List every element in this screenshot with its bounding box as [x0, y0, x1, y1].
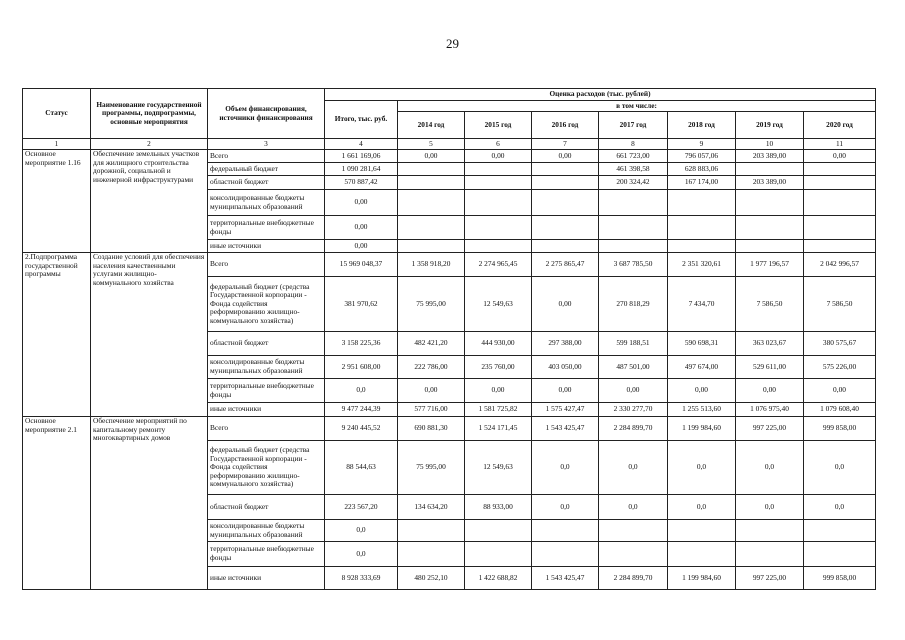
header-year: 2017 год [599, 112, 668, 139]
funding-source: территориальные внебюджетные фонды [208, 216, 325, 240]
funding-source: иные источники [208, 567, 325, 590]
year-value: 7 586,50 [736, 277, 804, 332]
year-value: 1 543 425,47 [532, 417, 599, 441]
year-value: 997 225,00 [736, 417, 804, 441]
year-value: 0,00 [804, 379, 876, 403]
year-value [398, 163, 465, 176]
year-value [465, 163, 532, 176]
funding-source: иные источники [208, 240, 325, 253]
year-value: 297 388,00 [532, 332, 599, 356]
year-value: 0,00 [398, 150, 465, 163]
column-number: 4 [325, 139, 398, 150]
row-program-name: Обеспечение земельных участков для жилищного строительства дорожной, социальной и инженерной инфраструктурами [91, 150, 208, 253]
year-value: 999 858,00 [804, 417, 876, 441]
total-value: 8 928 333,69 [325, 567, 398, 590]
funding-source: Всего [208, 253, 325, 277]
year-value: 0,00 [465, 150, 532, 163]
row-program-name: Создание условий для обеспечения населения качественными услугами жилищно-коммунального хозяйства [91, 253, 208, 417]
column-number-row [23, 139, 876, 150]
header-year: 2018 год [668, 112, 736, 139]
year-value [532, 520, 599, 542]
column-number: 9 [668, 139, 736, 150]
year-value: 0,0 [599, 441, 668, 495]
year-value [804, 216, 876, 240]
year-value: 0,00 [532, 277, 599, 332]
year-value: 12 549,63 [465, 277, 532, 332]
total-value: 223 567,20 [325, 495, 398, 520]
year-value [532, 190, 599, 216]
year-value: 0,00 [465, 379, 532, 403]
funding-source: Всего [208, 417, 325, 441]
header-funding-volume: Объем финансирования, источники финансирования [208, 89, 325, 139]
year-value: 270 818,29 [599, 277, 668, 332]
total-value: 1 661 169,06 [325, 150, 398, 163]
total-value: 3 158 225,36 [325, 332, 398, 356]
year-value [736, 190, 804, 216]
year-value [668, 216, 736, 240]
year-value: 2 284 899,70 [599, 417, 668, 441]
year-value: 403 050,00 [532, 356, 599, 379]
column-number: 3 [208, 139, 325, 150]
year-value [398, 240, 465, 253]
year-value: 7 586,50 [804, 277, 876, 332]
year-value [532, 542, 599, 567]
year-value: 75 995,00 [398, 277, 465, 332]
year-value: 590 698,31 [668, 332, 736, 356]
total-value: 15 969 048,37 [325, 253, 398, 277]
year-value: 235 760,00 [465, 356, 532, 379]
year-value: 661 723,00 [599, 150, 668, 163]
row-status: Основное мероприятие 1.16 [23, 150, 91, 253]
total-value: 0,0 [325, 379, 398, 403]
year-value [736, 520, 804, 542]
year-value: 12 549,63 [465, 441, 532, 495]
year-value: 1 575 427,47 [532, 403, 599, 417]
row-program-name: Обеспечение мероприятий по капитальному ремонту многоквартирных домов [91, 417, 208, 590]
year-value: 497 674,00 [668, 356, 736, 379]
column-number: 7 [532, 139, 599, 150]
year-value: 2 284 899,70 [599, 567, 668, 590]
year-value [599, 542, 668, 567]
year-value: 529 611,00 [736, 356, 804, 379]
year-value: 1 079 608,40 [804, 403, 876, 417]
year-value: 0,0 [599, 495, 668, 520]
header-year: 2014 год [398, 112, 465, 139]
total-value: 9 477 244,39 [325, 403, 398, 417]
year-value: 7 434,70 [668, 277, 736, 332]
year-value [465, 176, 532, 190]
year-value [532, 163, 599, 176]
year-value [465, 240, 532, 253]
funding-source: федеральный бюджет [208, 163, 325, 176]
total-value: 0,0 [325, 542, 398, 567]
funding-source: областной бюджет [208, 495, 325, 520]
year-value: 1 524 171,45 [465, 417, 532, 441]
funding-source: иные источники [208, 403, 325, 417]
year-value [398, 542, 465, 567]
year-value: 1 977 196,57 [736, 253, 804, 277]
header-status: Статус [23, 89, 91, 139]
year-value: 0,0 [804, 495, 876, 520]
year-value: 203 389,00 [736, 176, 804, 190]
column-number: 11 [804, 139, 876, 150]
year-value: 167 174,00 [668, 176, 736, 190]
total-value: 0,00 [325, 240, 398, 253]
year-value: 0,0 [668, 441, 736, 495]
total-value: 88 544,63 [325, 441, 398, 495]
year-value: 1 199 984,60 [668, 567, 736, 590]
year-value: 380 575,67 [804, 332, 876, 356]
year-value [804, 163, 876, 176]
column-number: 1 [23, 139, 91, 150]
funding-source: консолидированные бюджеты муниципальных образований [208, 356, 325, 379]
year-value: 0,00 [668, 379, 736, 403]
total-value: 0,0 [325, 520, 398, 542]
year-value [804, 190, 876, 216]
total-value: 2 951 608,00 [325, 356, 398, 379]
year-value: 2 351 320,61 [668, 253, 736, 277]
year-value: 480 252,10 [398, 567, 465, 590]
funding-source: федеральный бюджет (средства Государственной корпорации - Фонда содействия реформированию жилищно-коммунального хозяйства) [208, 441, 325, 495]
year-value [804, 520, 876, 542]
year-value [804, 542, 876, 567]
year-value: 2 042 996,57 [804, 253, 876, 277]
year-value [532, 240, 599, 253]
year-value: 0,0 [668, 495, 736, 520]
funding-source: областной бюджет [208, 176, 325, 190]
year-value [398, 216, 465, 240]
year-value [465, 542, 532, 567]
year-value [465, 216, 532, 240]
year-value: 0,0 [532, 495, 599, 520]
column-number: 2 [91, 139, 208, 150]
year-value: 796 057,06 [668, 150, 736, 163]
funding-source: территориальные внебюджетные фонды [208, 379, 325, 403]
year-value: 444 930,00 [465, 332, 532, 356]
year-value: 2 275 865,47 [532, 253, 599, 277]
header-total: Итого, тыс. руб. [325, 101, 398, 139]
funding-source: областной бюджет [208, 332, 325, 356]
column-number: 6 [465, 139, 532, 150]
year-value [804, 240, 876, 253]
year-value: 3 687 785,50 [599, 253, 668, 277]
year-value: 1 422 688,82 [465, 567, 532, 590]
table-row [23, 417, 876, 441]
row-status: 2.Подпрограмма государственной программы [23, 253, 91, 417]
year-value [668, 190, 736, 216]
table-row [23, 253, 876, 277]
year-value: 628 883,06 [668, 163, 736, 176]
table-row [23, 150, 876, 163]
year-value: 1 199 984,60 [668, 417, 736, 441]
year-value: 0,00 [736, 379, 804, 403]
year-value: 0,0 [736, 495, 804, 520]
year-value: 0,00 [599, 379, 668, 403]
total-value: 1 090 281,64 [325, 163, 398, 176]
year-value: 0,00 [532, 150, 599, 163]
year-value: 134 634,20 [398, 495, 465, 520]
year-value: 200 324,42 [599, 176, 668, 190]
year-value: 2 330 277,70 [599, 403, 668, 417]
header-including: в том числе: [398, 101, 876, 112]
year-value [736, 240, 804, 253]
year-value: 0,00 [398, 379, 465, 403]
year-value: 0,0 [804, 441, 876, 495]
column-number: 10 [736, 139, 804, 150]
total-value: 0,00 [325, 216, 398, 240]
year-value: 1 255 513,60 [668, 403, 736, 417]
year-value: 1 358 918,20 [398, 253, 465, 277]
year-value: 599 188,51 [599, 332, 668, 356]
funding-source: территориальные внебюджетные фонды [208, 542, 325, 567]
year-value: 1 076 975,40 [736, 403, 804, 417]
year-value: 575 226,00 [804, 356, 876, 379]
year-value [398, 176, 465, 190]
year-value: 363 023,67 [736, 332, 804, 356]
total-value: 0,00 [325, 190, 398, 216]
total-value: 9 240 445,52 [325, 417, 398, 441]
year-value: 0,00 [804, 150, 876, 163]
header-year: 2015 год [465, 112, 532, 139]
year-value [599, 240, 668, 253]
year-value [398, 190, 465, 216]
year-value: 461 398,58 [599, 163, 668, 176]
year-value: 203 389,00 [736, 150, 804, 163]
year-value: 88 933,00 [465, 495, 532, 520]
year-value: 482 421,20 [398, 332, 465, 356]
year-value [599, 520, 668, 542]
funding-source: Всего [208, 150, 325, 163]
funding-source: консолидированные бюджеты муниципальных образований [208, 190, 325, 216]
budget-table [22, 88, 876, 590]
year-value [465, 190, 532, 216]
year-value: 222 786,00 [398, 356, 465, 379]
year-value: 999 858,00 [804, 567, 876, 590]
year-value: 75 995,00 [398, 441, 465, 495]
header-year: 2019 год [736, 112, 804, 139]
page-number: 29 [446, 36, 459, 51]
column-number: 5 [398, 139, 465, 150]
year-value [668, 240, 736, 253]
header-year: 2020 год [804, 112, 876, 139]
year-value: 1 543 425,47 [532, 567, 599, 590]
year-value [398, 520, 465, 542]
year-value [599, 216, 668, 240]
total-value: 570 887,42 [325, 176, 398, 190]
total-value: 381 970,62 [325, 277, 398, 332]
year-value: 1 581 725,82 [465, 403, 532, 417]
year-value [599, 190, 668, 216]
year-value [736, 163, 804, 176]
year-value [736, 216, 804, 240]
year-value [804, 176, 876, 190]
year-value: 487 501,00 [599, 356, 668, 379]
year-value: 0,0 [736, 441, 804, 495]
year-value: 0,00 [532, 379, 599, 403]
funding-source: федеральный бюджет (средства Государственной корпорации - Фонда содействия реформированию жилищно-коммунального хозяйства) [208, 277, 325, 332]
year-value: 997 225,00 [736, 567, 804, 590]
funding-source: консолидированные бюджеты муниципальных образований [208, 520, 325, 542]
year-value [668, 542, 736, 567]
year-value [668, 520, 736, 542]
year-value: 0,0 [532, 441, 599, 495]
header-year: 2016 год [532, 112, 599, 139]
year-value [736, 542, 804, 567]
year-value: 690 881,30 [398, 417, 465, 441]
row-status: Основное мероприятие 2.1 [23, 417, 91, 590]
year-value [465, 520, 532, 542]
year-value [532, 216, 599, 240]
year-value: 577 716,00 [398, 403, 465, 417]
header-program-name: Наименование государственной программы, подпрограммы, основные мероприятия [91, 89, 208, 139]
header-estimate: Оценка расходов (тыс. рублей) [325, 89, 876, 101]
year-value [532, 176, 599, 190]
year-value: 2 274 965,45 [465, 253, 532, 277]
column-number: 8 [599, 139, 668, 150]
